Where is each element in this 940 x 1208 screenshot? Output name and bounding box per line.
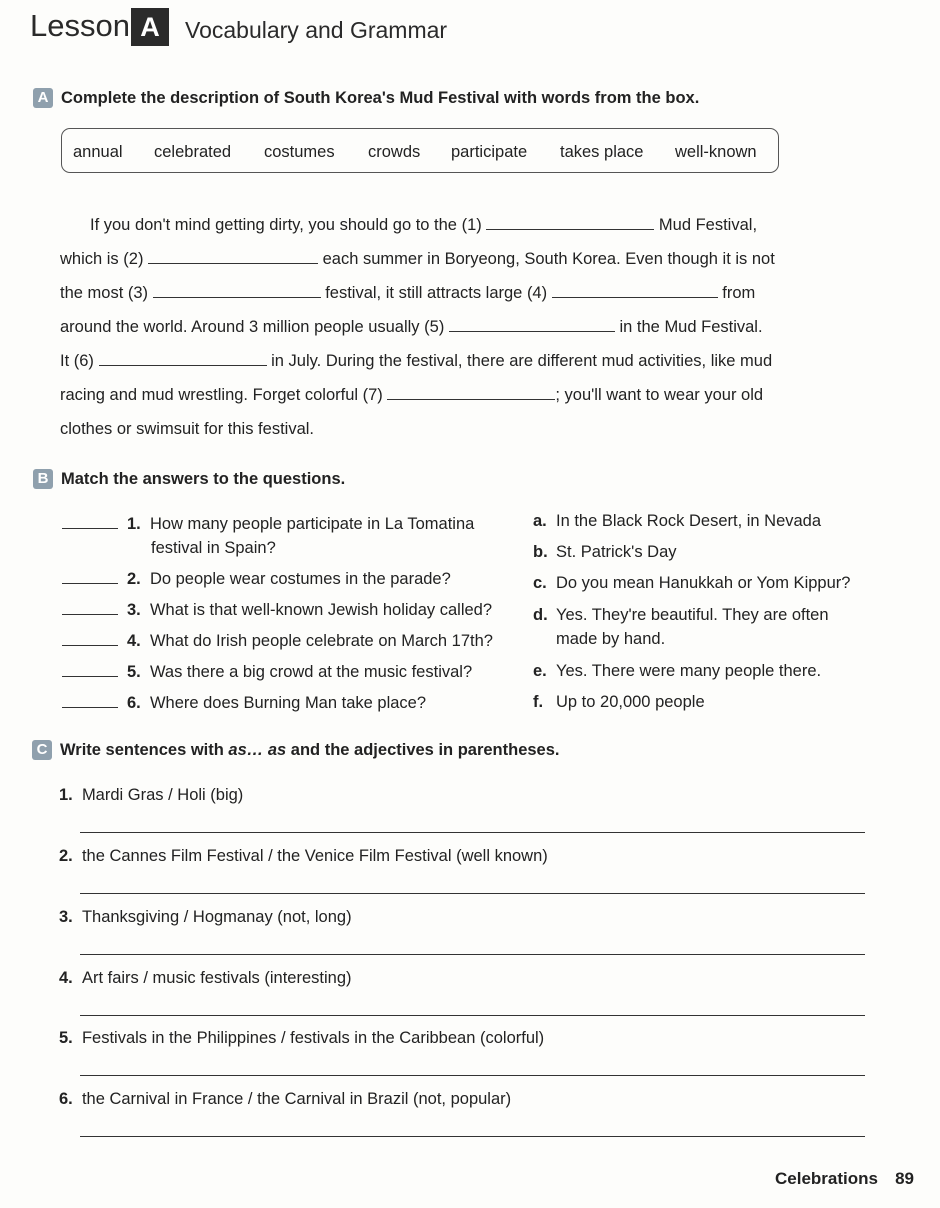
- question-number: 2.: [127, 570, 141, 588]
- blank-6[interactable]: [99, 353, 267, 366]
- answer-c: [533, 574, 850, 593]
- question-text: What do Irish people celebrate on March 17th?: [149, 632, 493, 650]
- question-text: Where does Burning Man take place?: [149, 694, 427, 712]
- answer-line-1[interactable]: [80, 832, 865, 833]
- blank-4[interactable]: [552, 285, 718, 298]
- paragraph-text: It (6): [60, 352, 99, 370]
- answer-a: [533, 512, 821, 531]
- lesson-letter-badge: A: [131, 8, 169, 46]
- page-title: Vocabulary and Grammar: [185, 17, 448, 43]
- question-text: Was there a big crowd at the music festival?: [149, 663, 473, 681]
- exercise-item-6: [59, 1090, 511, 1109]
- paragraph-line: [60, 420, 314, 439]
- paragraph-line: [60, 318, 763, 337]
- paragraph-text: racing and mud wrestling. Forget colorful (7): [60, 386, 388, 404]
- match-blank-1[interactable]: [62, 528, 118, 529]
- item-number: 1.: [59, 786, 73, 804]
- word-box-item: participate: [451, 143, 528, 161]
- answer-letter: f.: [533, 693, 544, 711]
- item-text: Thanksgiving / Hogmanay (not, long): [81, 908, 352, 926]
- item-text: Mardi Gras / Holi (big): [81, 786, 244, 804]
- paragraph-text: which is (2): [60, 250, 149, 268]
- item-text: the Carnival in France / the Carnival in Brazil (not, popular): [81, 1090, 512, 1108]
- blank-5[interactable]: [449, 319, 615, 332]
- question-text: Do people wear costumes in the parade?: [149, 570, 451, 588]
- blank-2[interactable]: [148, 251, 318, 264]
- answer-text: In the Black Rock Desert, in Nevada: [556, 512, 822, 530]
- answer-line-3[interactable]: [80, 954, 865, 955]
- section-a-instruction: Complete the description of South Korea's Mud Festival with words from the box.: [61, 89, 700, 107]
- answer-line-5[interactable]: [80, 1075, 865, 1076]
- match-blank-4[interactable]: [62, 645, 118, 646]
- question-number: 6.: [127, 694, 141, 712]
- answer-line-6[interactable]: [80, 1136, 865, 1137]
- paragraph-line: [60, 250, 775, 269]
- item-number: 6.: [59, 1090, 73, 1108]
- paragraph-text: festival, it still attracts large (4): [320, 284, 552, 302]
- exercise-item-1: [59, 786, 243, 805]
- section-c-badge: C: [32, 740, 52, 760]
- question-number: 5.: [127, 663, 141, 681]
- word-box-item: well-known: [675, 143, 757, 161]
- word-box-item: costumes: [264, 143, 335, 161]
- paragraph-line: [60, 284, 755, 303]
- match-blank-3[interactable]: [62, 614, 118, 615]
- question-number: 3.: [127, 601, 141, 619]
- answer-line-4[interactable]: [80, 1015, 865, 1016]
- item-text: Art fairs / music festivals (interesting): [81, 969, 352, 987]
- section-b-instruction: Match the answers to the questions.: [61, 470, 346, 488]
- paragraph-line: [90, 216, 757, 235]
- answer-text: Do you mean Hanukkah or Yom Kippur?: [556, 574, 851, 592]
- match-blank-2[interactable]: [62, 583, 118, 584]
- exercise-item-5: [59, 1029, 544, 1048]
- blank-3[interactable]: [153, 285, 321, 298]
- paragraph-text: from: [717, 284, 756, 302]
- instruction-text: and the adjectives in parentheses.: [286, 741, 560, 759]
- word-box-item: celebrated: [154, 143, 232, 161]
- answer-text: Yes. They're beautiful. They are often: [556, 606, 829, 624]
- instruction-text: Write sentences with: [60, 741, 229, 759]
- answer-letter: b.: [533, 543, 548, 561]
- item-number: 5.: [59, 1029, 73, 1047]
- answer-b: [533, 543, 677, 562]
- section-b-badge: B: [33, 469, 53, 489]
- lesson-word: Lesson: [30, 8, 130, 43]
- paragraph-text: clothes or swimsuit for this festival.: [60, 420, 314, 438]
- paragraph-text: around the world. Around 3 million people usually (5): [60, 318, 449, 336]
- answer-f: [533, 693, 705, 712]
- paragraph-line: [60, 352, 772, 371]
- question-4: [127, 632, 493, 651]
- question-5: [127, 663, 472, 682]
- paragraph-line: [60, 386, 763, 405]
- item-number: 3.: [59, 908, 73, 926]
- answer-e: [533, 662, 821, 681]
- answer-letter: c.: [533, 574, 547, 592]
- exercise-item-3: [59, 908, 352, 927]
- exercise-item-4: [59, 969, 352, 988]
- item-text: the Cannes Film Festival / the Venice Film Festival (well known): [81, 847, 548, 865]
- paragraph-text: in the Mud Festival.: [614, 318, 763, 336]
- answer-letter: a.: [533, 512, 547, 530]
- paragraph-text: Mud Festival,: [654, 216, 758, 234]
- question-text: How many people participate in La Tomatina: [149, 515, 475, 533]
- answer-letter: e.: [533, 662, 547, 680]
- answer-letter: d.: [533, 606, 548, 624]
- word-box-item: annual: [73, 143, 123, 161]
- paragraph-text: If you don't mind getting dirty, you should go to the (1): [90, 216, 487, 234]
- answer-d-cont: made by hand.: [556, 630, 666, 648]
- question-1: [127, 515, 474, 534]
- paragraph-text: in July. During the festival, there are different mud activities, like mud: [266, 352, 773, 370]
- item-number: 2.: [59, 847, 73, 865]
- question-number: 1.: [127, 515, 141, 533]
- instruction-emphasis: as… as: [228, 741, 287, 759]
- paragraph-text: the most (3): [60, 284, 153, 302]
- exercise-item-2: [59, 847, 548, 866]
- question-text: What is that well-known Jewish holiday called?: [149, 601, 493, 619]
- question-1-cont: festival in Spain?: [151, 539, 276, 557]
- blank-1[interactable]: [486, 217, 654, 230]
- page-number: 89: [895, 1169, 914, 1188]
- section-c-instruction: [60, 741, 559, 760]
- footer-unit-title: Celebrations: [775, 1169, 878, 1188]
- blank-7[interactable]: [387, 387, 555, 400]
- word-box-item: takes place: [560, 143, 644, 161]
- answer-text: Yes. There were many people there.: [556, 662, 822, 680]
- item-number: 4.: [59, 969, 73, 987]
- question-3: [127, 601, 492, 620]
- match-blank-5[interactable]: [62, 676, 118, 677]
- question-number: 4.: [127, 632, 141, 650]
- item-text: Festivals in the Philippines / festivals in the Caribbean (colorful): [81, 1029, 545, 1047]
- answer-d: [533, 606, 829, 625]
- answer-line-2[interactable]: [80, 893, 865, 894]
- question-6: [127, 694, 426, 713]
- section-a-badge: A: [33, 88, 53, 108]
- word-box-item: crowds: [368, 143, 421, 161]
- paragraph-text: each summer in Boryeong, South Korea. Even though it is not: [318, 250, 775, 268]
- paragraph-text: ; you'll want to wear your old: [555, 386, 764, 404]
- match-blank-6[interactable]: [62, 707, 118, 708]
- answer-text: St. Patrick's Day: [556, 543, 677, 561]
- question-2: [127, 570, 451, 589]
- answer-text: Up to 20,000 people: [556, 693, 705, 711]
